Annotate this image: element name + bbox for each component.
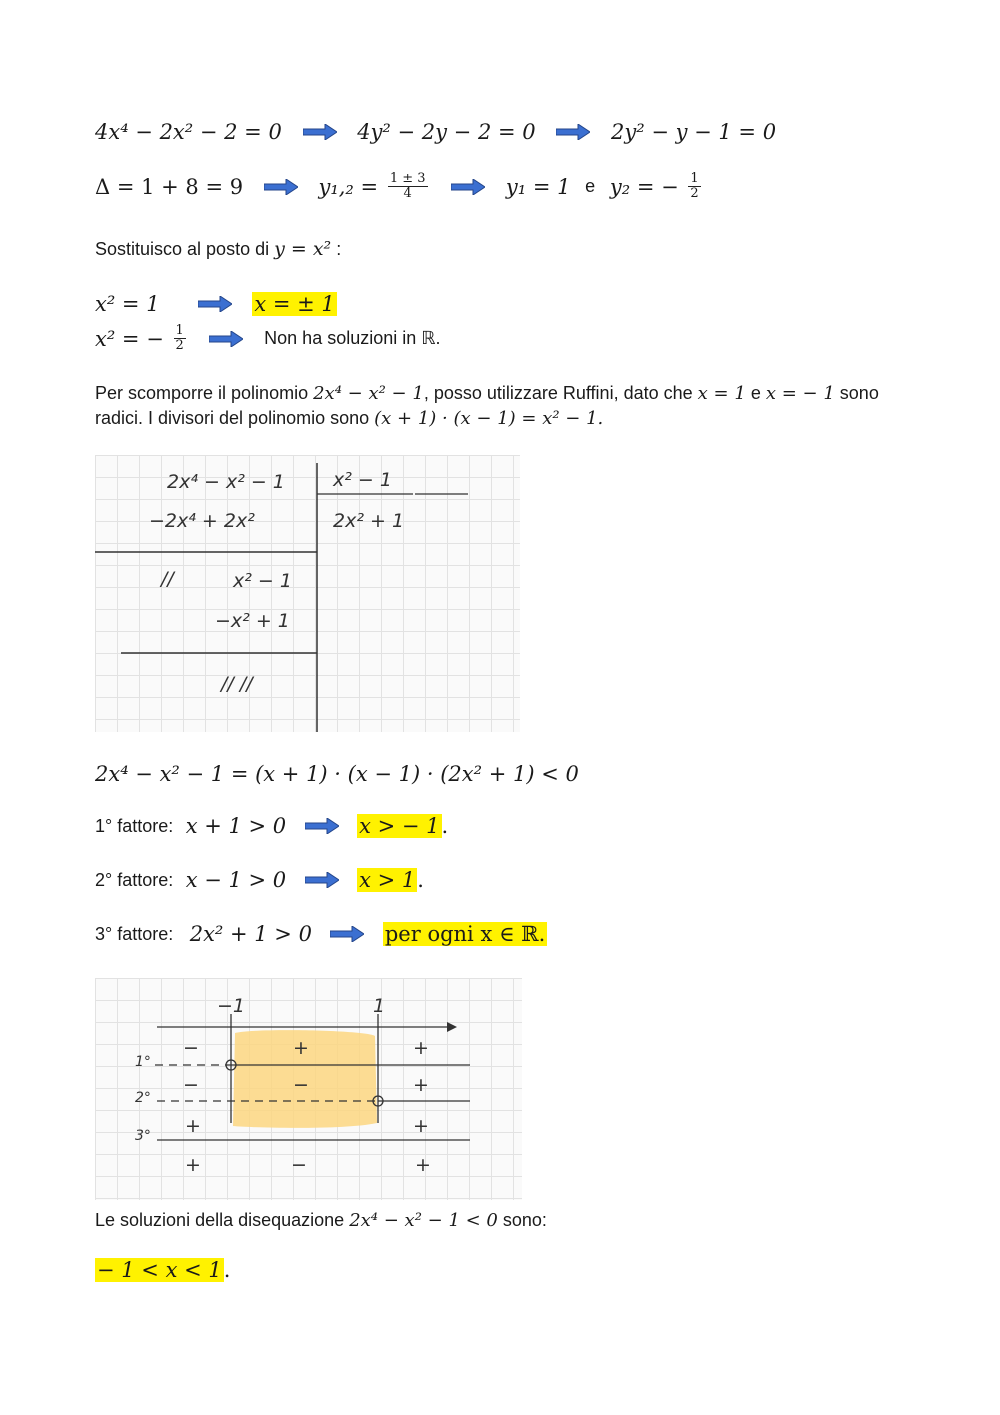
y1-value: y₁ = 1 — [505, 174, 571, 199]
factor-1 — [95, 814, 448, 838]
sign-chart-image — [95, 978, 522, 1200]
right-arrow-icon — [556, 124, 590, 140]
subtrahend-1: −2x⁴ + 2x² — [149, 510, 255, 532]
final-answer-line — [95, 1258, 230, 1282]
factor-inequality: x + 1 > 0 — [185, 814, 287, 838]
substitute-line — [95, 238, 341, 260]
substitute-expr: y = x² — [274, 238, 332, 260]
case1-lhs: x² = 1 — [95, 291, 160, 316]
remainder-1: x² − 1 — [233, 570, 292, 592]
final-answer-tail: . — [223, 1258, 231, 1282]
eq1-left: 4x⁴ − 2x² − 2 = 0 — [95, 119, 282, 144]
case-2 — [95, 324, 441, 353]
case-1 — [95, 290, 337, 316]
sign-row3-left: + — [185, 1115, 201, 1137]
case2-numerator: 1 — [175, 323, 184, 338]
sign-row1-right: + — [413, 1037, 429, 1059]
sign-row2-right: + — [413, 1074, 429, 1096]
factor-2 — [95, 868, 424, 892]
sign-row3-right: + — [413, 1115, 429, 1137]
divisors-expr: (x + 1) · (x − 1) = x² − 1. — [374, 408, 604, 429]
substitute-text: Sostituisco al posto di — [95, 239, 270, 259]
factor-result: per ogni x ∈ ℝ. — [384, 922, 546, 946]
right-arrow-icon — [305, 872, 339, 888]
conclusion-text: Le soluzioni della disequazione — [95, 1210, 345, 1230]
sign-row1-mid: + — [293, 1037, 309, 1059]
factor-label: 2° fattore: — [95, 869, 174, 890]
right-arrow-icon — [305, 818, 339, 834]
y12-numerator: 1 ± 3 — [389, 171, 426, 186]
conjunction: e — [585, 176, 596, 196]
case2-fraction — [174, 324, 186, 353]
tick-label-minus-one: −1 — [217, 995, 246, 1017]
tick-label-one: 1 — [373, 995, 386, 1017]
factor-inequality: 2x² + 1 > 0 — [189, 922, 312, 946]
ruffini-text-d: e — [750, 383, 761, 403]
right-arrow-icon — [303, 124, 337, 140]
factor-tail: . — [417, 868, 424, 892]
quotient: 2x² + 1 — [333, 510, 405, 532]
polynomial-division-image — [95, 455, 520, 732]
factorized-inequality: 2x⁴ − x² − 1 = (x + 1) · (x − 1) · (2x² + 1) < 0 — [95, 762, 579, 786]
conclusion-line — [95, 1210, 547, 1231]
factor-label: 1° fattore: — [95, 815, 174, 836]
row-label-1: 1° — [135, 1054, 151, 1070]
right-arrow-icon — [330, 926, 364, 942]
root-2: x = − 1 — [765, 383, 835, 404]
root-1: x = 1 — [697, 383, 746, 404]
sign-result-left: + — [185, 1154, 201, 1176]
final-remainder: // // — [221, 673, 253, 695]
case2-result: Non ha soluzioni in ℝ. — [264, 328, 441, 348]
substitute-colon: : — [336, 239, 342, 259]
ruffini-text-b: , posso utilizzare Ruffini, dato che — [423, 383, 693, 403]
sign-row1-left: − — [183, 1037, 199, 1059]
conclusion-expr: 2x⁴ − x² − 1 < 0 — [349, 1210, 498, 1231]
eq1-mid: 4y² − 2y − 2 = 0 — [357, 119, 536, 144]
case1-result: x = ± 1 — [254, 291, 335, 316]
right-arrow-icon — [451, 179, 485, 195]
sign-result-right: + — [415, 1154, 431, 1176]
sign-result-mid: − — [291, 1154, 307, 1176]
y12-denominator: 4 — [403, 186, 412, 201]
ruffini-text-line2: radici. I divisori del polinomio sono — [95, 408, 370, 428]
row-label-2: 2° — [135, 1090, 151, 1106]
final-answer: − 1 < x < 1 — [97, 1258, 222, 1282]
right-arrow-icon — [209, 331, 243, 347]
factor-3 — [95, 922, 547, 946]
factor-result: x > 1 — [359, 868, 416, 892]
equation-line-2 — [95, 172, 704, 201]
ruffini-paragraph-line-2 — [95, 408, 603, 429]
delta-expr: Δ = 1 + 8 = 9 — [95, 174, 244, 199]
factor-tail: . — [441, 814, 449, 838]
sign-row2-mid: − — [293, 1074, 309, 1096]
y2-lhs: y₂ = − — [609, 174, 679, 199]
y2-numerator: 1 — [690, 171, 699, 186]
y12-lhs: y₁,₂ = — [318, 174, 379, 199]
row-label-3: 3° — [135, 1128, 151, 1144]
y2-denominator: 2 — [690, 186, 699, 201]
right-arrow-icon — [198, 296, 232, 312]
subtrahend-2: −x² + 1 — [215, 610, 290, 632]
case2-lhs: x² = − — [95, 326, 164, 351]
y12-fraction — [388, 172, 428, 201]
sign-row2-left: − — [183, 1074, 199, 1096]
factor-result: x > − 1 — [359, 814, 440, 838]
y2-fraction — [688, 172, 700, 201]
right-arrow-icon — [264, 179, 298, 195]
divisor: x² − 1 — [333, 469, 392, 491]
ruffini-paragraph-line-1 — [95, 383, 879, 404]
ruffini-text-a: Per scomporre il polinomio — [95, 383, 309, 403]
dividend: 2x⁴ − x² − 1 — [167, 471, 285, 493]
factor-label: 3° fattore: — [95, 923, 174, 944]
equation-line-1 — [95, 118, 776, 144]
eq1-right: 2y² − y − 1 = 0 — [611, 119, 777, 144]
ruffini-text-f: sono — [839, 383, 879, 403]
remainder-slash-1: // — [161, 568, 174, 590]
conclusion-tail: sono: — [502, 1210, 547, 1230]
factor-inequality: x − 1 > 0 — [185, 868, 287, 892]
case2-denominator: 2 — [175, 338, 184, 353]
polynomial-expr: 2x⁴ − x² − 1 — [313, 383, 424, 404]
